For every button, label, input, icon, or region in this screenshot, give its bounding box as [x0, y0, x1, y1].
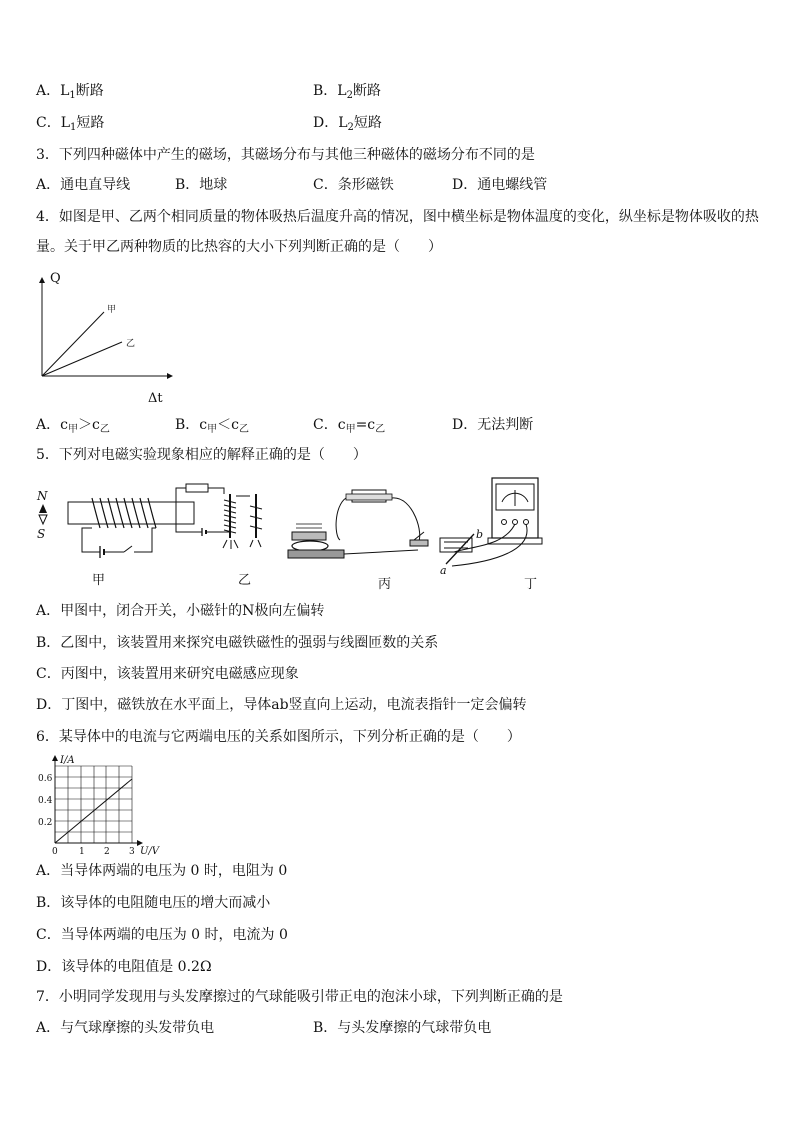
figure-yi-electromagnets: [176, 484, 262, 588]
q4-y-label: Q: [50, 271, 61, 286]
magnet-base: [292, 532, 326, 540]
q6-stem: 6．某导体中的电流与它两端电压的关系如图所示，下列分析正确的是（ ）: [36, 729, 521, 745]
q6-y-tick-0.2: 0.2: [38, 818, 53, 828]
q6-option-a: A．当导体两端的电压为 0 时，电阻为 0: [36, 863, 288, 879]
q5-option-d: D．丁图中，磁铁放在水平面上，导体ab竖直向上运动，电流表指针一定会偏转: [36, 697, 527, 713]
q3-option-d: D．通电螺线管: [452, 177, 548, 193]
q3-option-c: C．条形磁铁: [313, 177, 394, 193]
q3-option-a: A．通电直导线: [36, 177, 131, 193]
q2-option-d: D．$L_2$短路: [313, 115, 382, 133]
q4-heat-graph: [30, 266, 180, 408]
q6-y-tick-0.4: 0.4: [38, 796, 53, 806]
q6-option-b: B．该导体的电阻随电压的增大而减小: [36, 895, 271, 911]
figure-jia-solenoid: [36, 489, 194, 588]
q4-option-d: D．无法判断: [452, 417, 534, 433]
figure-ding-galvanometer: [440, 478, 542, 592]
q6-y-tick-0.6: 0.6: [38, 774, 53, 784]
q7-option-b: B．与头发摩擦的气球带负电: [313, 1020, 492, 1036]
compass-n-label: N: [37, 489, 48, 503]
q4-option-c: C．$c_甲=c_乙$: [313, 417, 386, 435]
q6-iv-line: [55, 779, 132, 843]
switch-base: [410, 540, 428, 546]
q7-stem: 7．小明同学发现用与头发摩擦过的气球能吸引带正电的泡沫小球，下列判断正确的是: [36, 989, 563, 1005]
q4-line-jia: [42, 312, 104, 376]
q6-x-tick-2: 2: [104, 847, 110, 857]
q4-line-yi: [42, 342, 122, 376]
iron-core: [68, 502, 194, 524]
paper-clips: [223, 540, 261, 549]
q6-option-d: D．该导体的电阻值是 0.2Ω: [36, 959, 212, 975]
q4-stem-line1: 4．如图是甲、乙两个相同质量的物体吸热后温度升高的情况，图中横坐标是物体温度的变化，纵坐标是物体吸收的热: [36, 209, 759, 225]
q3-stem: 3．下列四种磁体中产生的磁场，其磁场分布与其他三种磁体的磁场分布不同的是: [36, 147, 535, 163]
figure-ding-label: 丁: [524, 577, 538, 592]
galvanometer-box: [492, 478, 538, 538]
q5-option-b: B．乙图中，该装置用来探究电磁铁磁性的强弱与线圈匝数的关系: [36, 635, 439, 651]
sliding-rheostat-icon: [186, 484, 208, 492]
figure-bing-apparatus: [288, 490, 428, 592]
q6-x-tick-3: 3: [129, 847, 135, 857]
q6-iv-graph: [30, 752, 170, 858]
q4-option-a: A．$c_甲>c_乙$: [36, 417, 110, 435]
q4-line-yi-label: 乙: [126, 339, 136, 349]
q6-x-tick-1: 1: [79, 847, 85, 857]
q6-x-label: U/V: [140, 846, 160, 857]
compass-needle-icon: [39, 504, 47, 513]
q2-option-b: B．$L_2$断路: [313, 83, 381, 101]
q4-option-b: B．$c_甲<c_乙$: [175, 417, 249, 435]
q5-stem: 5．下列对电磁实验现象相应的解释正确的是（ ）: [36, 447, 367, 463]
conductor-a-label: a: [440, 564, 447, 577]
q4-x-label: Δt: [148, 391, 163, 406]
q4-line-jia-label: 甲: [107, 305, 117, 315]
q6-grid: [55, 766, 132, 843]
conductor-b-label: b: [476, 528, 484, 541]
figure-bing-label: 丙: [378, 577, 392, 592]
compass-s-label: S: [37, 527, 46, 541]
u-magnet-icon: [440, 538, 472, 552]
q2-option-a: A．$L_1$断路: [36, 83, 104, 101]
q5-experiment-figures: [34, 476, 554, 596]
figure-jia-label: 甲: [92, 573, 106, 588]
q6-x-tick-0: 0: [52, 847, 58, 857]
q4-stem-line2: 量。关于甲乙两种物质的比热容的大小下列判断正确的是（ ）: [36, 239, 442, 255]
q6-y-label: I/A: [60, 755, 75, 766]
q5-option-a: A．甲图中，闭合开关，小磁针的N极向左偏转: [36, 603, 325, 619]
q6-option-c: C．当导体两端的电压为 0 时，电流为 0: [36, 927, 288, 943]
figure-yi-label: 乙: [238, 573, 252, 588]
q7-option-a: A．与气球摩擦的头发带负电: [36, 1020, 215, 1036]
q2-option-c: C．$L_1$短路: [36, 115, 105, 133]
switch-icon: [124, 546, 132, 552]
q5-option-c: C．丙图中，该装置用来研究电磁感应现象: [36, 666, 299, 682]
q3-option-b: B．地球: [175, 177, 228, 193]
